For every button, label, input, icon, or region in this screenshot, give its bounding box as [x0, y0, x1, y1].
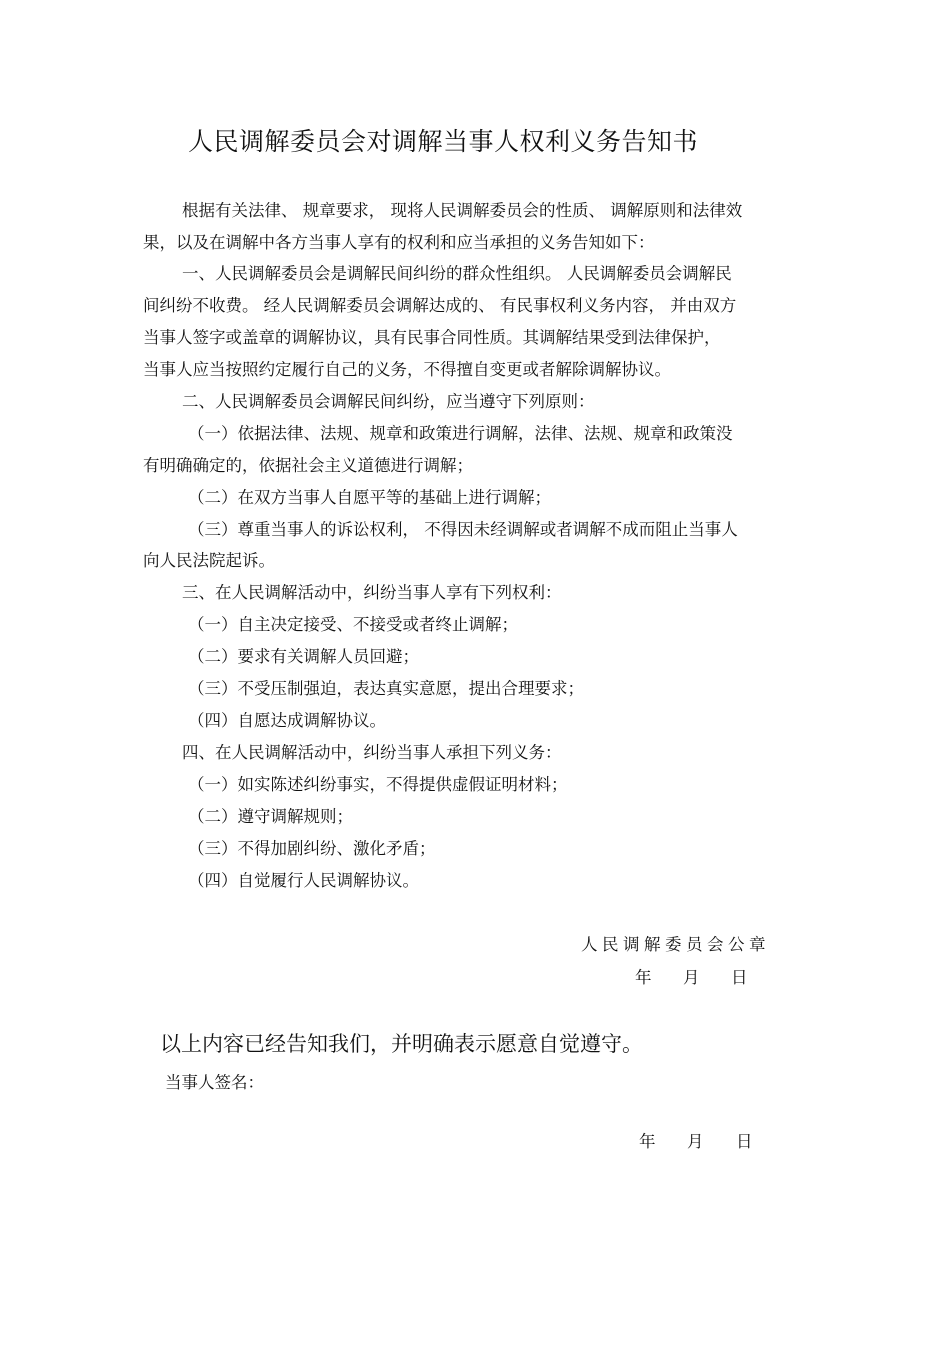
body-line: （二）在双方当事人自愿平等的基础上进行调解；: [188, 488, 551, 507]
body-line: （一）如实陈述纠纷事实，不得提供虚假证明材料；: [188, 775, 568, 794]
body-line: （四）自愿达成调解协议。: [188, 711, 386, 730]
body-line: （三）尊重当事人的诉讼权利， 不得因未经调解或者调解不成而阻止当事人: [188, 520, 738, 539]
body-line: 果，以及在调解中各方当事人享有的权利和应当承担的义务告知如下：: [143, 233, 655, 252]
body-line: 有明确确定的，依据社会主义道德进行调解；: [143, 456, 473, 475]
body-line: 二、人民调解委员会调解民间纠纷，应当遵守下列原则：: [182, 392, 595, 411]
body-line: 根据有关法律、 规章要求， 现将人民调解委员会的性质、 调解原则和法律效: [182, 201, 743, 220]
acknowledgement-text: 以上内容已经告知我们，并明确表示愿意自觉遵守。: [160, 1032, 643, 1056]
date-year-label: 年: [635, 968, 652, 987]
body-line: 三、在人民调解活动中，纠纷当事人享有下列权利：: [182, 583, 562, 602]
date-day-label: 日: [736, 1132, 753, 1151]
body-line: （一）自主决定接受、不接受或者终止调解；: [188, 615, 518, 634]
signature-label: 当事人签名：: [165, 1073, 264, 1092]
body-line: 一、人民调解委员会是调解民间纠纷的群众性组织。 人民调解委员会调解民: [182, 264, 732, 283]
date-day-label: 日: [731, 968, 748, 987]
date-month-label: 月: [687, 1132, 704, 1151]
body-line: （三）不受压制强迫，表达真实意愿，提出合理要求；: [188, 679, 584, 698]
body-line: 四、在人民调解活动中，纠纷当事人承担下列义务：: [182, 743, 562, 762]
body-line: （四）自觉履行人民调解协议。: [188, 871, 419, 890]
body-line: （一）依据法律、法规、规章和政策进行调解，法律、法规、规章和政策没: [188, 424, 733, 443]
body-line: 间纠纷不收费。 经人民调解委员会调解达成的、 有民事权利义务内容， 并由双方: [143, 296, 737, 315]
stamp-label: 人民调解委员会公章: [581, 935, 770, 954]
body-line: 当事人签字或盖章的调解协议，具有民事合同性质。其调解结果受到法律保护，: [143, 328, 721, 347]
document-title: 人民调解委员会对调解当事人权利义务告知书: [188, 127, 699, 156]
body-line: （三）不得加剧纠纷、激化矛盾；: [188, 839, 436, 858]
date-month-label: 月: [683, 968, 700, 987]
body-line: 向人民法院起诉。: [143, 551, 275, 570]
date-year-label: 年: [639, 1132, 656, 1151]
body-line: （二）要求有关调解人员回避；: [188, 647, 419, 666]
body-line: （二）遵守调解规则；: [188, 807, 353, 826]
body-line: 当事人应当按照约定履行自己的义务，不得擅自变更或者解除调解协议。: [143, 360, 671, 379]
